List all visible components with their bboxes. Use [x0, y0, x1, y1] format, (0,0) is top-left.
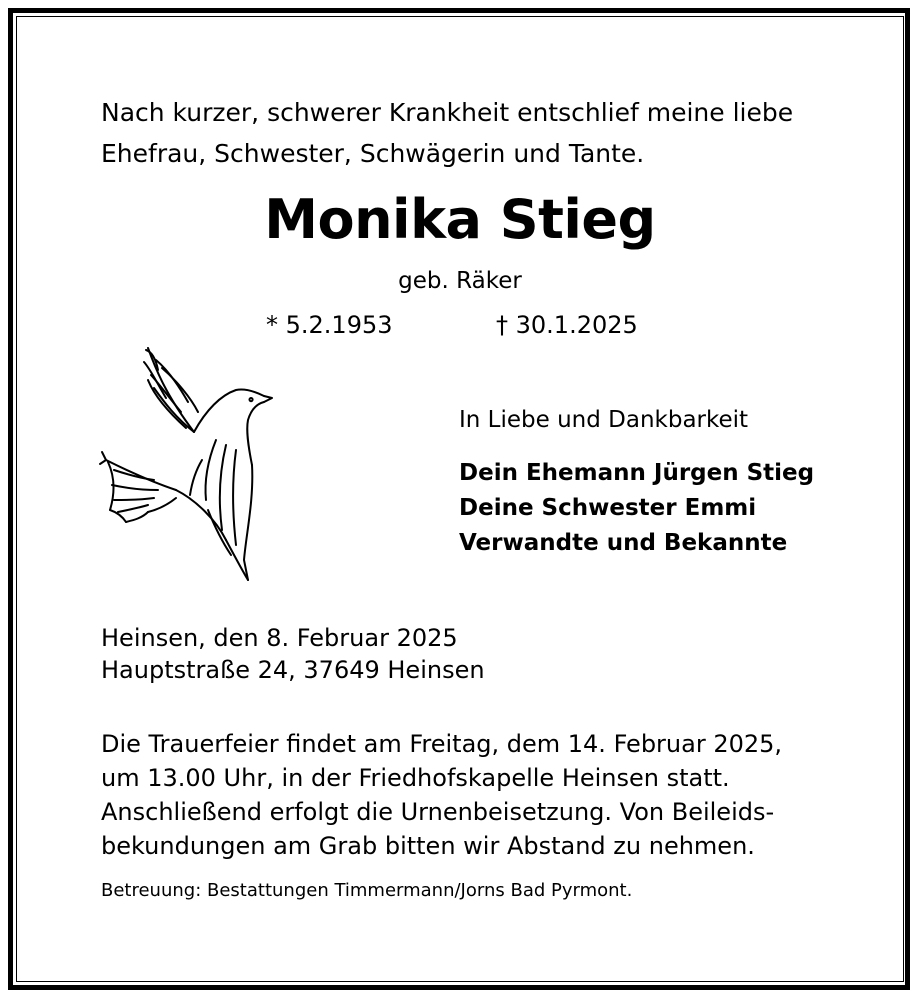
birth-date: * 5.2.1953 [266, 311, 393, 339]
ceremony-line: bekundungen am Grab bitten wir Abstand zu nehmen. [101, 832, 755, 860]
service-provider: Betreuung: Bestattungen Timmermann/Jorns Bad Pyrmont. [101, 880, 633, 901]
place-date: Heinsen, den 8. Februar 2025 [101, 624, 458, 652]
ceremony-line: Anschließend erfolgt die Urnenbeisetzung. Von Beileids- [101, 798, 775, 826]
maiden-name: geb. Räker [398, 268, 522, 294]
mourner: Verwandte und Bekannte [459, 530, 788, 556]
intro-line: Nach kurzer, schwerer Krankheit entschlief meine liebe [101, 98, 794, 127]
ceremony-text [101, 727, 821, 863]
mourner: Deine Schwester Emmi [459, 495, 757, 521]
ceremony-line: um 13.00 Uhr, in der Friedhofskapelle Heinsen statt. [101, 764, 730, 792]
intro-line: Ehefrau, Schwester, Schwägerin und Tante. [101, 139, 645, 168]
mourner: Dein Ehemann Jürgen Stieg [459, 460, 815, 486]
thanks-line: In Liebe und Dankbarkeit [459, 407, 749, 433]
deceased-name: Monika Stieg [264, 188, 656, 251]
death-date: † 30.1.2025 [496, 311, 638, 339]
dove-icon [96, 340, 276, 585]
ceremony-line: Die Trauerfeier findet am Freitag, dem 14. Februar 2025, [101, 730, 783, 758]
intro-text [101, 92, 841, 174]
place-block [101, 622, 485, 686]
mourners-list [459, 456, 814, 561]
address: Hauptstraße 24, 37649 Heinsen [101, 656, 485, 684]
